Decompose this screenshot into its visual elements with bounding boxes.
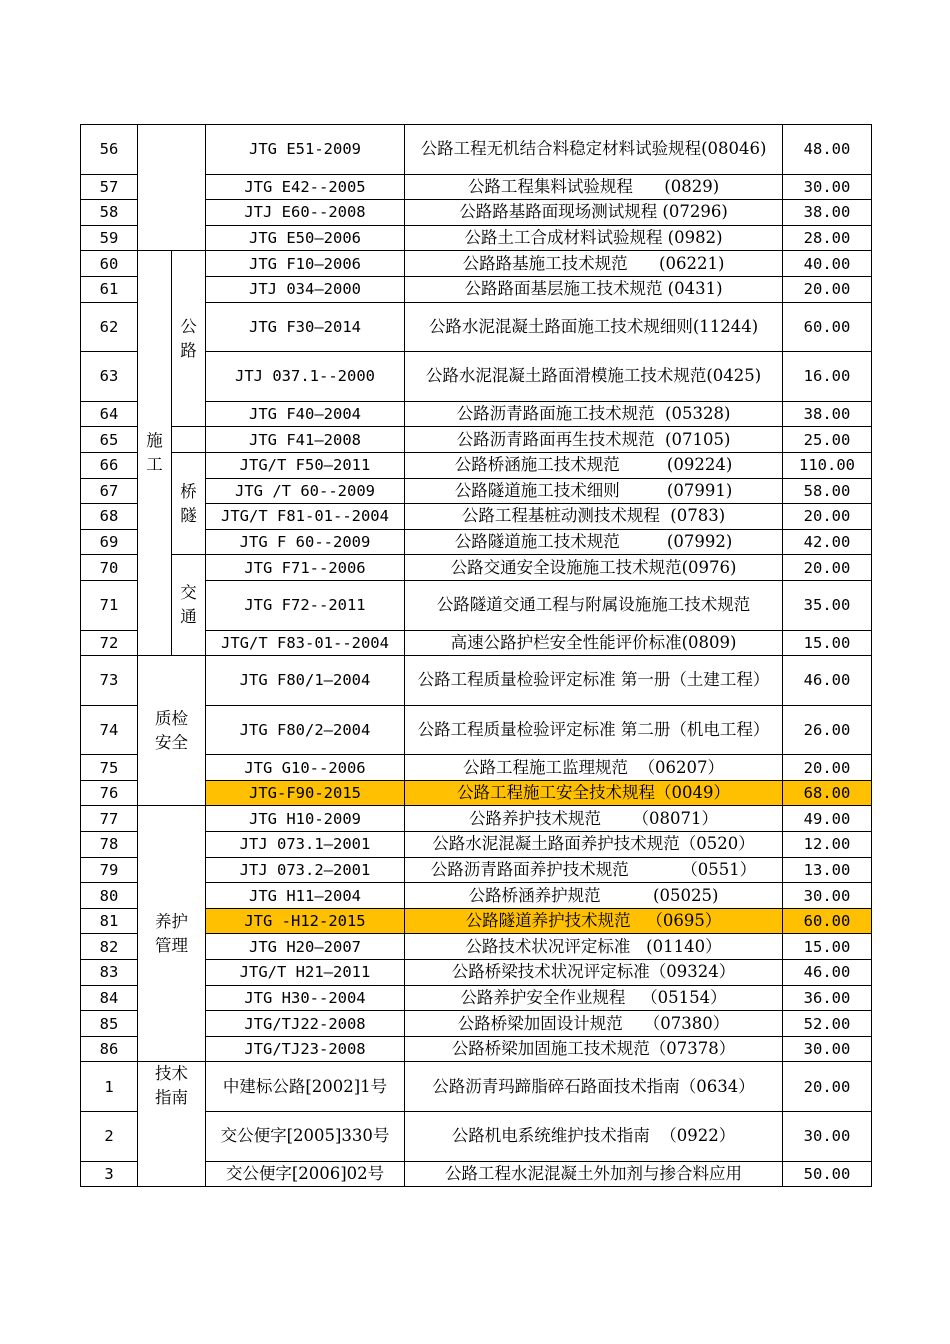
price: 30.00	[783, 1036, 872, 1062]
standard-title: 公路隧道交通工程与附属设施施工技术规范	[405, 580, 783, 630]
standard-title: 公路养护安全作业规程 （05154）	[405, 985, 783, 1011]
price: 42.00	[783, 529, 872, 555]
standard-code: JTG F10—2006	[206, 251, 405, 277]
standard-code: JTG F80/1—2004	[206, 656, 405, 706]
standard-code: JTG/T F50—2011	[206, 452, 405, 478]
row-number: 56	[81, 125, 138, 175]
subcategory-bridge-tunnel	[172, 452, 206, 554]
row-number: 62	[81, 302, 138, 352]
category-maintenance	[138, 806, 206, 1062]
price: 60.00	[783, 908, 872, 934]
row-number: 66	[81, 452, 138, 478]
standard-title: 公路隧道施工技术细则 (07991)	[405, 478, 783, 504]
price: 30.00	[783, 174, 872, 200]
standard-code: JTG F40—2004	[206, 401, 405, 427]
price: 12.00	[783, 832, 872, 858]
price: 26.00	[783, 705, 872, 755]
price: 60.00	[783, 302, 872, 352]
standards-price-table	[80, 124, 872, 1187]
row-number: 63	[81, 352, 138, 402]
standard-code: JTG H11—2004	[206, 883, 405, 909]
price: 46.00	[783, 960, 872, 986]
price: 46.00	[783, 656, 872, 706]
price: 16.00	[783, 352, 872, 402]
standard-title: 公路工程基桩动测技术规程 (0783)	[405, 504, 783, 530]
row-number: 65	[81, 427, 138, 453]
row-number: 64	[81, 401, 138, 427]
category-cell-empty	[138, 125, 206, 251]
standard-code: JTJ 034—2000	[206, 276, 405, 302]
standard-code: JTG F30—2014	[206, 302, 405, 352]
standard-code: JTG H20—2007	[206, 934, 405, 960]
standard-title: 公路机电系统维护技术指南 （0922）	[405, 1112, 783, 1162]
standard-title: 公路路基路面现场测试规程 (07296)	[405, 200, 783, 226]
standard-code: JTG /T 60--2009	[206, 478, 405, 504]
row-number: 81	[81, 908, 138, 934]
category-tech-guide	[138, 1062, 206, 1187]
standard-code: JTG G10--2006	[206, 755, 405, 781]
price: 35.00	[783, 580, 872, 630]
table-row	[81, 427, 872, 453]
price: 20.00	[783, 1062, 872, 1112]
subcategory-bridge-tunnel-label: 桥隧	[180, 481, 197, 525]
price: 20.00	[783, 755, 872, 781]
standard-code: 中建标公路[2002]1号	[206, 1062, 405, 1112]
standard-code: JTG H10-2009	[206, 806, 405, 832]
standard-code: JTG -H12-2015	[206, 908, 405, 934]
standard-code: JTG F41—2008	[206, 427, 405, 453]
standard-code: JTG/T F81-01--2004	[206, 504, 405, 530]
price: 20.00	[783, 276, 872, 302]
row-number: 74	[81, 705, 138, 755]
row-number: 72	[81, 630, 138, 656]
standard-title: 公路隧道施工技术规范 (07992)	[405, 529, 783, 555]
subcategory-empty	[172, 427, 206, 453]
row-number: 60	[81, 251, 138, 277]
standard-code: JTG/TJ23-2008	[206, 1036, 405, 1062]
standard-title: 公路隧道养护技术规范 （0695）	[405, 908, 783, 934]
price: 58.00	[783, 478, 872, 504]
standard-code: JTG E42--2005	[206, 174, 405, 200]
price: 15.00	[783, 934, 872, 960]
row-number: 70	[81, 555, 138, 581]
category-construction-label: 施工	[146, 431, 163, 475]
standard-code: JTJ 037.1--2000	[206, 352, 405, 402]
standard-title: 公路水泥混凝土路面养护技术规范（0520）	[405, 832, 783, 858]
price: 30.00	[783, 1112, 872, 1162]
row-number: 58	[81, 200, 138, 226]
standard-code: JTG/T H21—2011	[206, 960, 405, 986]
category-tech-guide-label: 技术指南	[155, 1064, 188, 1108]
price: 38.00	[783, 200, 872, 226]
standard-title: 公路沥青玛蹄脂碎石路面技术指南（0634）	[405, 1062, 783, 1112]
subcategory-road	[172, 251, 206, 427]
standard-title: 公路工程水泥混凝土外加剂与掺合料应用	[405, 1161, 783, 1187]
standard-code: JTG F80/2—2004	[206, 705, 405, 755]
standard-title: 高速公路护栏安全性能评价标准(0809)	[405, 630, 783, 656]
standard-title: 公路桥涵养护规范 (05025)	[405, 883, 783, 909]
standard-code: 交公便字[2006]02号	[206, 1161, 405, 1187]
price: 50.00	[783, 1161, 872, 1187]
price: 20.00	[783, 555, 872, 581]
standard-title: 公路路基施工技术规范 (06221)	[405, 251, 783, 277]
table-row	[81, 125, 872, 175]
price: 28.00	[783, 225, 872, 251]
standard-code: JTG E50—2006	[206, 225, 405, 251]
price: 40.00	[783, 251, 872, 277]
price: 49.00	[783, 806, 872, 832]
standard-title: 公路工程集料试验规程 (0829)	[405, 174, 783, 200]
standard-title: 公路工程施工安全技术规程（0049）	[405, 780, 783, 806]
row-number: 68	[81, 504, 138, 530]
row-number: 77	[81, 806, 138, 832]
row-number: 76	[81, 780, 138, 806]
table-row	[81, 251, 872, 277]
row-number: 84	[81, 985, 138, 1011]
row-number: 82	[81, 934, 138, 960]
row-number: 75	[81, 755, 138, 781]
category-maintenance-label: 养护管理	[155, 911, 188, 955]
row-number: 57	[81, 174, 138, 200]
row-number: 78	[81, 832, 138, 858]
table-row	[81, 1062, 872, 1112]
standard-code: JTG-F90-2015	[206, 780, 405, 806]
standard-code: JTG H30--2004	[206, 985, 405, 1011]
standard-code: 交公便字[2005]330号	[206, 1112, 405, 1162]
table-row	[81, 806, 872, 832]
standard-title: 公路桥梁技术状况评定标准（09324）	[405, 960, 783, 986]
row-number: 73	[81, 656, 138, 706]
row-number: 2	[81, 1112, 138, 1162]
price: 15.00	[783, 630, 872, 656]
subcategory-traffic	[172, 555, 206, 656]
standard-title: 公路桥梁加固设计规范 （07380）	[405, 1011, 783, 1037]
price: 13.00	[783, 857, 872, 883]
standard-code: JTG F71--2006	[206, 555, 405, 581]
table-row	[81, 452, 872, 478]
table-row	[81, 656, 872, 706]
standard-code: JTG F 60--2009	[206, 529, 405, 555]
standard-code: JTJ E60--2008	[206, 200, 405, 226]
row-number: 69	[81, 529, 138, 555]
row-number: 85	[81, 1011, 138, 1037]
standard-title: 公路工程质量检验评定标准 第二册（机电工程）	[405, 705, 783, 755]
row-number: 86	[81, 1036, 138, 1062]
category-construction	[138, 251, 172, 656]
standard-title: 公路工程施工监理规范 （06207）	[405, 755, 783, 781]
standard-title: 公路技术状况评定标准 (01140）	[405, 934, 783, 960]
category-quality-safety	[138, 656, 206, 806]
price: 36.00	[783, 985, 872, 1011]
price: 25.00	[783, 427, 872, 453]
row-number: 61	[81, 276, 138, 302]
table-row	[81, 555, 872, 581]
price: 110.00	[783, 452, 872, 478]
price: 30.00	[783, 883, 872, 909]
standard-code: JTG F72--2011	[206, 580, 405, 630]
standard-title: 公路沥青路面再生技术规范 (07105)	[405, 427, 783, 453]
standard-code: JTJ 073.2—2001	[206, 857, 405, 883]
category-quality-safety-label: 质检安全	[155, 708, 188, 752]
price: 20.00	[783, 504, 872, 530]
standard-title: 公路交通安全设施施工技术规范(0976)	[405, 555, 783, 581]
standard-code: JTG/TJ22-2008	[206, 1011, 405, 1037]
row-number: 3	[81, 1161, 138, 1187]
price: 68.00	[783, 780, 872, 806]
standard-title: 公路沥青路面养护技术规范 （0551）	[405, 857, 783, 883]
row-number: 80	[81, 883, 138, 909]
row-number: 67	[81, 478, 138, 504]
row-number: 71	[81, 580, 138, 630]
subcategory-road-label: 公路	[180, 316, 197, 360]
price: 48.00	[783, 125, 872, 175]
standard-title: 公路路面基层施工技术规范 (0431)	[405, 276, 783, 302]
standard-code: JTG/T F83-01--2004	[206, 630, 405, 656]
standard-title: 公路养护技术规范 （08071）	[405, 806, 783, 832]
standard-title: 公路沥青路面施工技术规范 (05328)	[405, 401, 783, 427]
standard-code: JTG E51-2009	[206, 125, 405, 175]
row-number: 83	[81, 960, 138, 986]
standard-title: 公路桥梁加固施工技术规范（07378）	[405, 1036, 783, 1062]
standard-title: 公路水泥混凝土路面施工技术规细则(11244)	[405, 302, 783, 352]
price: 52.00	[783, 1011, 872, 1037]
standard-title: 公路水泥混凝土路面滑模施工技术规范(0425)	[405, 352, 783, 402]
standard-code: JTJ 073.1—2001	[206, 832, 405, 858]
row-number: 1	[81, 1062, 138, 1112]
standard-title: 公路桥涵施工技术规范 (09224)	[405, 452, 783, 478]
subcategory-traffic-label: 交通	[180, 583, 197, 627]
standard-title: 公路土工合成材料试验规程 (0982)	[405, 225, 783, 251]
price: 38.00	[783, 401, 872, 427]
standard-title: 公路工程无机结合料稳定材料试验规程(08046)	[405, 125, 783, 175]
row-number: 79	[81, 857, 138, 883]
row-number: 59	[81, 225, 138, 251]
standard-title: 公路工程质量检验评定标准 第一册（土建工程）	[405, 656, 783, 706]
